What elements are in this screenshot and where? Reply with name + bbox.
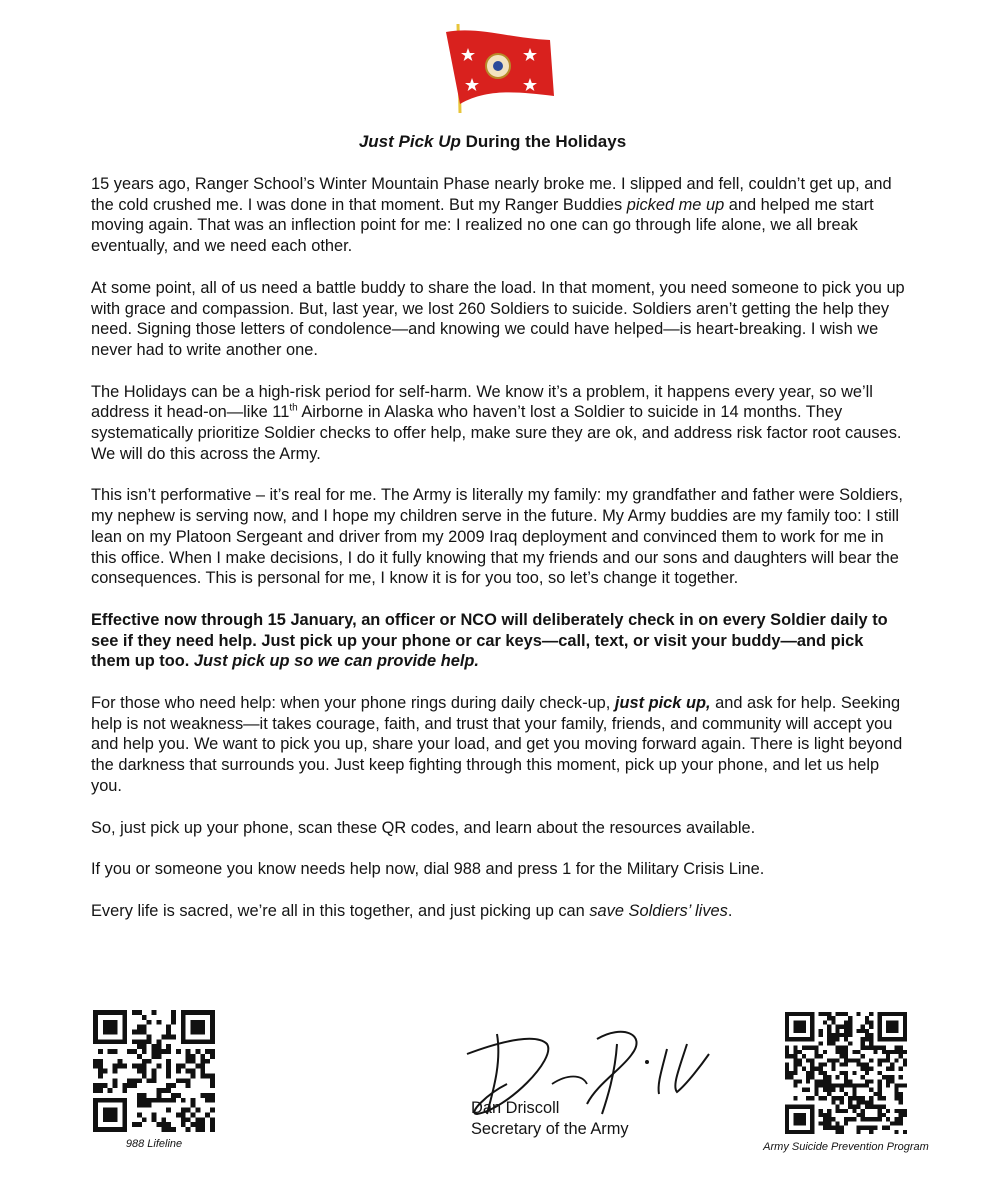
paragraph-5-directive: Effective now through 15 January, an officer or NCO will deliberately check in on every Soldier daily to see if they need help. Just pick up your phone or car keys—call, text, or visit your buddy—and pick them up too. Just pick up so we can provide help. — [91, 610, 888, 671]
letter-body — [91, 174, 906, 943]
paragraph-9: Every life is sacred, we’re all in this together, and just picking up can save Soldiers’ lives. — [91, 901, 733, 920]
paragraph-4: This isn’t performative – it’s real for me. The Army is literally my family: my grandfather and father were Soldiers, my nephew is serving now, and I hope my children serve in the future. My Army buddies are my family too: I still lean on my Platoon Sergeant and driver from my 2009 Iraq deployment and convinced them to work for me in this office. When I make decisions, I do it fully knowing that my friends and our sons and daughters will bear the consequences. This is personal for me, I know it is for you too, so let’s change it together. — [91, 486, 903, 588]
letter-title: Just Pick Up During the Holidays — [358, 132, 627, 151]
paragraph-1: 15 years ago, Ranger School’s Winter Mountain Phase nearly broke me. I slipped and fell, couldn’t get up, and the cold crushed me. I was done in that moment. But my Ranger Buddies picked me up and helped me start moving again. That was an inflection point for me: I realized no one can go through life alone, we all break eventually, and we need each other. — [91, 175, 892, 256]
secretary-of-army-flag-icon — [438, 18, 563, 116]
qr-caption-988-lifeline: 988 Lifeline — [125, 1138, 183, 1150]
paragraph-2: At some point, all of us need a battle buddy to share the load. In that moment, you need someone to pick you up with grace and compassion. But, last year, we lost 260 Soldiers to suicide. Soldiers aren’t getting the help they need. Signing those letters of condolence—and knowing we could have helped—is heart-breaking. I wish we never had to write another one. — [91, 278, 905, 359]
qr-caption-army-suicide-prevention: Army Suicide Prevention Program — [763, 1141, 929, 1153]
signature-block — [471, 1098, 629, 1140]
paragraph-6: For those who need help: when your phone rings during daily check-up, just pick up, and ask for help. Seeking help is not weakness—it takes courage, faith, and trust that your family, friends, and community will accept you and help you. We want to pick you up, share your load, and get you moving forward again. There is light beyond the darkness that surrounds you. Just keep fighting through this moment, pick up your phone, and let us help you. — [91, 694, 903, 795]
paragraph-3: The Holidays can be a high-risk period for self-harm. We know it’s a problem, it happens every year, so we’ll address it head-on—like 11th Airborne in Alaska who haven’t lost a Soldier to suicide in 14 months. They systematically prioritize Soldier checks to offer help, make sure they are ok, and address risk factor root causes. We will do this across the Army. — [91, 382, 902, 463]
signatory-title: Secretary of the Army — [471, 1120, 629, 1138]
signatory-name: Dan Driscoll — [471, 1099, 560, 1117]
qr-code-988-lifeline[interactable] — [93, 1010, 215, 1132]
paragraph-7: So, just pick up your phone, scan these QR codes, and learn about the resources available. — [91, 818, 756, 837]
qr-code-army-suicide-prevention[interactable] — [785, 1012, 907, 1134]
paragraph-8: If you or someone you know needs help now, dial 988 and press 1 for the Military Crisis Line. — [91, 860, 765, 879]
